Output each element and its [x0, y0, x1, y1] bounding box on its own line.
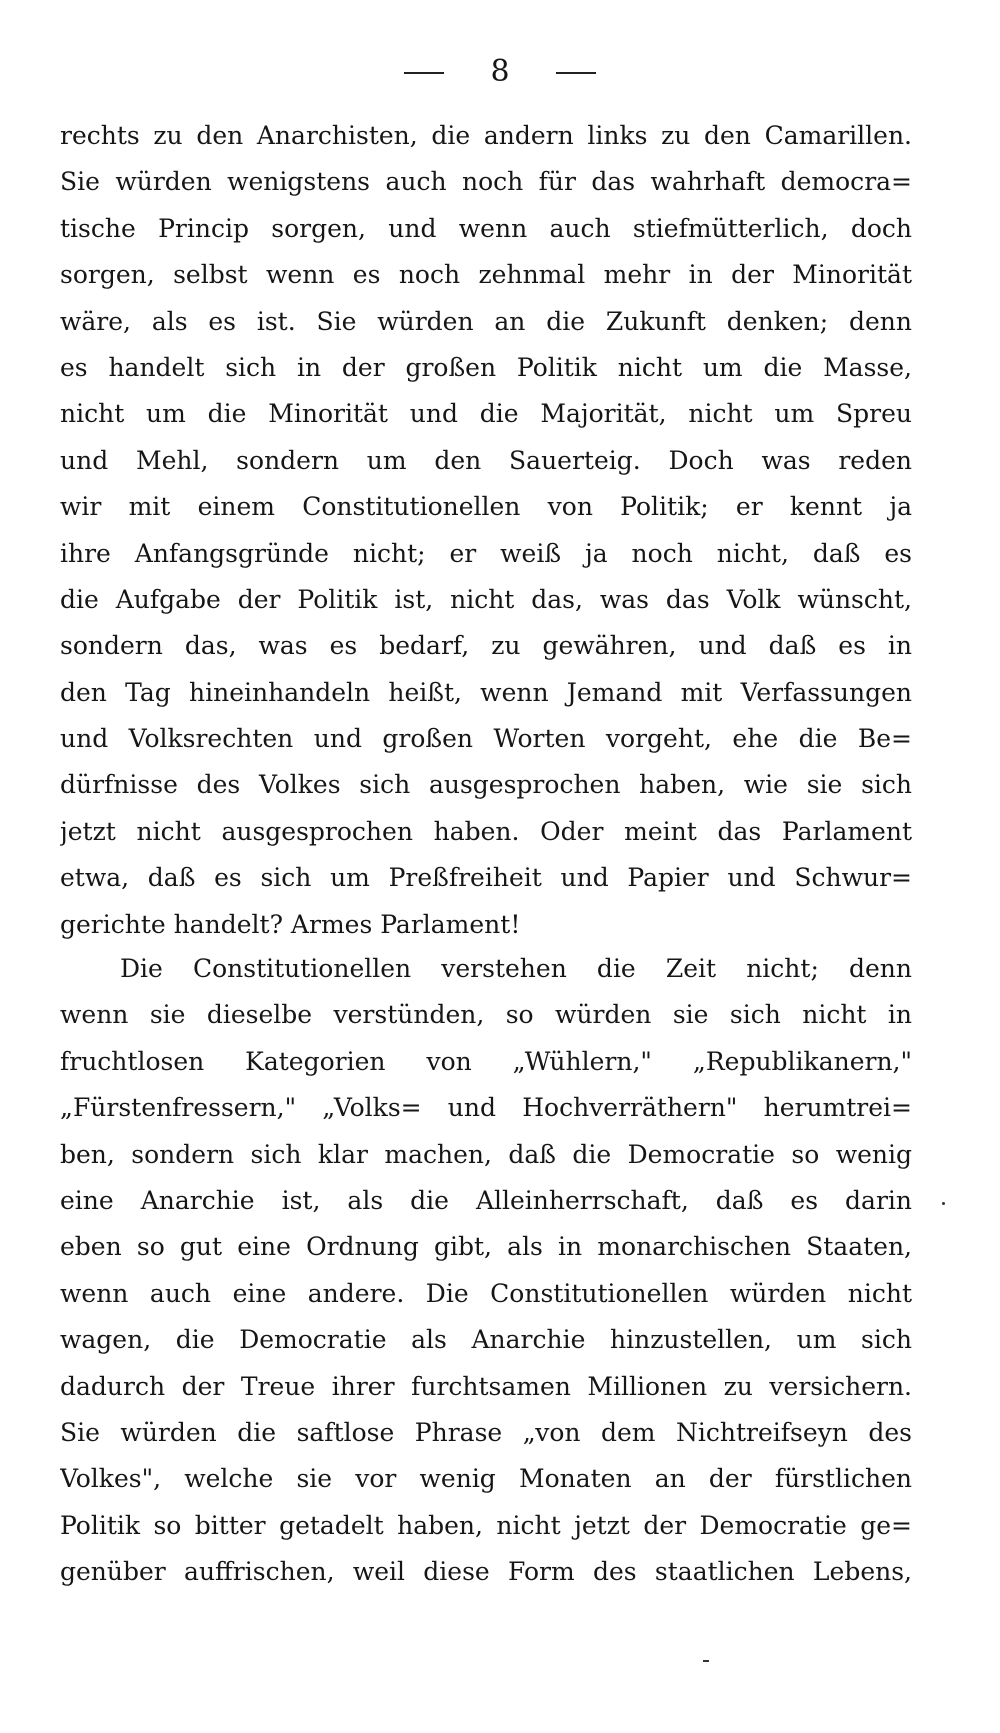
- text-line: rechts zu den Anarchisten, die andern links zu den Camarillen.: [60, 121, 912, 150]
- text-line: etwa, daß es sich um Preßfreiheit und Papier und Schwur=: [60, 863, 912, 893]
- header-dash-right: [556, 72, 596, 74]
- text-line: dürfnisse des Volkes sich ausgesprochen haben, wie sie sich: [60, 770, 912, 800]
- text-line: fruchtlosen Kategorien von „Wühlern," „Republikanern,": [60, 1046, 912, 1076]
- text-line: eine Anarchie ist, als die Alleinherrschaft, daß es darin: [60, 1185, 912, 1215]
- text-line: wir mit einem Constitutionellen von Politik; er kennt ja: [60, 492, 912, 522]
- text-line: Volkes", welche sie vor wenig Monaten an der fürstlichen: [60, 1464, 912, 1494]
- text-line: jetzt nicht ausgesprochen haben. Oder meint das Parlament: [60, 816, 912, 846]
- text-line: nicht um die Minorität und die Majorität, nicht um Spreu: [60, 399, 912, 429]
- text-line: Sie würden die saftlose Phrase „von dem Nichtreifseyn des: [60, 1417, 912, 1447]
- text-line: ihre Anfangsgründe nicht; er weiß ja noch nicht, daß es: [60, 538, 912, 568]
- text-line: sondern das, was es bedarf, zu gewähren, und daß es in: [60, 631, 912, 661]
- text-line: wenn auch eine andere. Die Constitutionellen würden nicht: [60, 1278, 912, 1308]
- print-speck: [942, 1202, 945, 1205]
- text-line: Die Constitutionellen verstehen die Zeit nicht; denn: [120, 954, 912, 983]
- text-line: den Tag hineinhandeln heißt, wenn Jemand mit Verfassungen: [60, 677, 912, 707]
- text-line: die Aufgabe der Politik ist, nicht das, was das Volk wünscht,: [60, 584, 912, 614]
- paragraph-2: [60, 946, 912, 1595]
- paragraph-1: [60, 113, 912, 948]
- text-line: Sie würden wenigstens auch noch für das wahrhaft democra=: [60, 167, 912, 197]
- text-line: gerichte handelt? Armes Parlament!: [60, 909, 521, 939]
- text-line: wäre, als es ist. Sie würden an die Zukunft denken; denn: [60, 306, 912, 336]
- text-line: „Fürstenfressern," „Volks= und Hochverräthern" herumtrei=: [60, 1093, 912, 1123]
- text-line: und Mehl, sondern um den Sauerteig. Doch was reden: [60, 445, 912, 475]
- text-line: wagen, die Democratie als Anarchie hinzustellen, um sich: [60, 1325, 912, 1355]
- text-line: es handelt sich in der großen Politik nicht um die Masse,: [60, 352, 912, 382]
- text-line: wenn sie dieselbe verstünden, so würden sie sich nicht in: [60, 1000, 912, 1030]
- page-header: [0, 52, 1000, 92]
- header-dash-left: [404, 72, 444, 74]
- text-line: dadurch der Treue ihrer furchtsamen Millionen zu versichern.: [60, 1371, 912, 1401]
- print-speck: [703, 1660, 709, 1662]
- text-line: sorgen, selbst wenn es noch zehnmal mehr in der Minorität: [60, 260, 912, 290]
- text-line: tische Princip sorgen, und wenn auch stiefmütterlich, doch: [60, 213, 912, 243]
- text-line: ben, sondern sich klar machen, daß die Democratie so wenig: [60, 1139, 912, 1169]
- text-line: eben so gut eine Ordnung gibt, als in monarchischen Staaten,: [60, 1232, 912, 1262]
- text-line: genüber auffrischen, weil diese Form des staatlichen Lebens,: [60, 1557, 912, 1587]
- text-line: und Volksrechten und großen Worten vorgeht, ehe die Be=: [60, 724, 912, 754]
- page-number: 8: [490, 54, 510, 89]
- text-line: Politik so bitter getadelt haben, nicht jetzt der Democratie ge=: [60, 1510, 912, 1540]
